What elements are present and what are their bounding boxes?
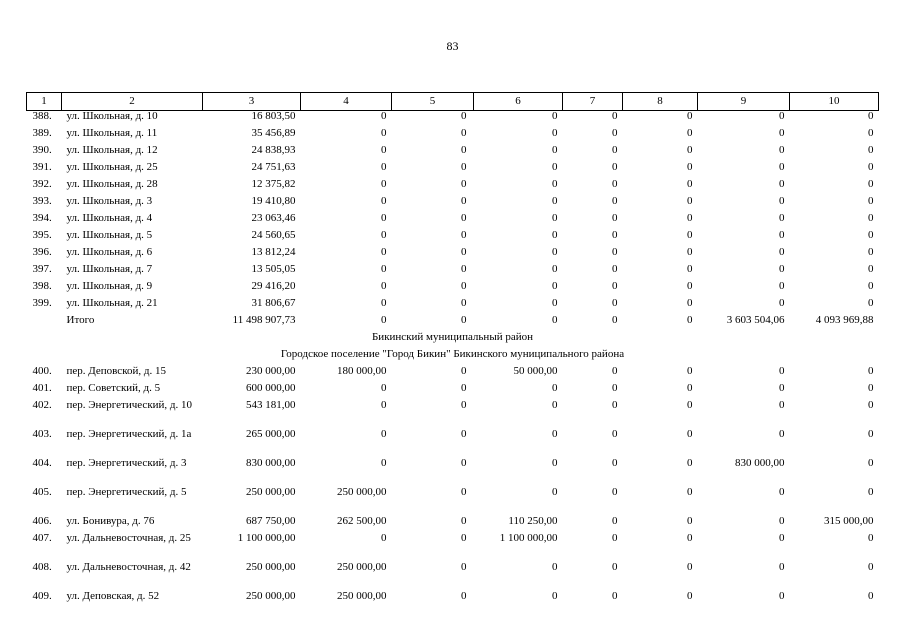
cell-col-9-value: 0 (779, 177, 785, 190)
cell-col-10-value: 0 (868, 126, 874, 139)
cell-col-8-value: 0 (687, 211, 693, 224)
cell-address: ул. Школьная, д. 3 (66, 194, 153, 207)
cell-col-7-value: 0 (612, 110, 618, 122)
cell-col-4-value: 0 (381, 194, 387, 207)
cell-col-9-value: 0 (779, 485, 785, 498)
cell-address: пер. Энергетический, д. 1а (66, 427, 192, 440)
cell-col-4-value: 0 (381, 245, 387, 258)
cell-col-8-value: 0 (687, 110, 693, 122)
cell-total-cost: 543 181,00 (246, 398, 296, 411)
cell-col-9-value: 0 (779, 160, 785, 173)
table-row (27, 298, 879, 315)
cell-col-6-value: 0 (552, 456, 558, 469)
cell-total-cost: 16 803,50 (251, 110, 296, 122)
cell-col-10-value: 0 (868, 110, 874, 122)
cell-col-5-value: 0 (461, 262, 467, 275)
section-row-district (27, 332, 879, 349)
cell-total-cost: 250 000,00 (246, 485, 296, 498)
cell-col-6-value: 0 (552, 143, 558, 156)
cell-col-7-value: 0 (612, 589, 618, 602)
cell-col-6-value: 110 250,00 (508, 514, 558, 527)
cell-col-9-value: 0 (779, 381, 785, 394)
cell-col-4-value: 0 (381, 228, 387, 241)
cell-col-8-value: 0 (687, 228, 693, 241)
cell-col-7-value: 0 (612, 296, 618, 309)
cell-col-7-value: 0 (612, 485, 618, 498)
cell-col-5-value: 0 (461, 211, 467, 224)
cell-col-10-value: 0 (868, 262, 874, 275)
cell-col-9-value: 0 (779, 514, 785, 527)
cell-col-8-value: 0 (687, 245, 693, 258)
table-row (27, 487, 879, 516)
cell-col-5-value: 0 (461, 143, 467, 156)
cell-col-6-value: 1 100 000,00 (499, 531, 558, 544)
header-col-4: 4 (301, 93, 392, 111)
header-col-7: 7 (563, 93, 623, 111)
cell-col-6-value: 50 000,00 (513, 364, 558, 377)
cell-col-8-value: 0 (687, 560, 693, 573)
cell-row-number: 391. (32, 160, 52, 173)
cell-row-number: 409. (32, 589, 52, 602)
cell-col-10-value: 0 (868, 211, 874, 224)
cell-col-5-value: 0 (461, 177, 467, 190)
cell-col-8-value: 0 (687, 262, 693, 275)
cell-col-6-value: 0 (552, 560, 558, 573)
header-col-8: 8 (623, 93, 698, 111)
table-body-upper (27, 111, 879, 332)
table-header (27, 93, 879, 111)
cell-col-6-value: 0 (552, 381, 558, 394)
cell-col-6-value: 0 (552, 313, 558, 326)
cell-address: ул. Школьная, д. 21 (66, 296, 158, 309)
table-row (27, 458, 879, 487)
cell-col-8-value: 0 (687, 194, 693, 207)
cell-col-9-value: 0 (779, 364, 785, 377)
cell-col-8-value: 0 (687, 381, 693, 394)
cell-row-number: 403. (32, 427, 52, 440)
cell-col-9-value: 0 (779, 245, 785, 258)
cell-col-7-value: 0 (612, 279, 618, 292)
cell-total-cost: 13 812,24 (251, 245, 296, 258)
cell-col-9-value: 0 (779, 531, 785, 544)
cell-total-cost: 687 750,00 (246, 514, 296, 527)
cell-total-cost: 35 456,89 (251, 126, 296, 139)
cell-col-10-value: 0 (868, 194, 874, 207)
cell-col-7-value: 0 (612, 143, 618, 156)
cell-col-8-value: 0 (687, 514, 693, 527)
cell-col-5-value: 0 (461, 313, 467, 326)
cell-col-9-value: 0 (779, 262, 785, 275)
cell-total-cost: 31 806,67 (251, 296, 296, 309)
cell-row-number: 399. (32, 296, 52, 309)
cell-col-10-value: 0 (868, 143, 874, 156)
cell-row-number: 401. (32, 381, 52, 394)
cell-address: ул. Школьная, д. 11 (66, 126, 158, 139)
cell-col-9-value: 830 000,00 (735, 456, 785, 469)
cell-address: ул. Школьная, д. 4 (66, 211, 153, 224)
cell-col-5-value: 0 (461, 485, 467, 498)
header-col-10: 10 (790, 93, 879, 111)
cell-row-number: 407. (32, 531, 52, 544)
cell-total-cost: 13 505,05 (251, 262, 296, 275)
cell-total-cost: 23 063,46 (251, 211, 296, 224)
cell-total-cost: 1 100 000,00 (237, 531, 296, 544)
cell-col-7-value: 0 (612, 560, 618, 573)
cell-col-6-value: 0 (552, 177, 558, 190)
table-row (27, 145, 879, 162)
cell-address: ул. Дальневосточная, д. 42 (66, 560, 191, 573)
cell-row-number: 396. (32, 245, 52, 258)
cell-address: ул. Школьная, д. 9 (66, 279, 153, 292)
cell-col-10-value: 0 (868, 531, 874, 544)
cell-col-10-value: 0 (868, 177, 874, 190)
cell-col-8-value: 0 (687, 485, 693, 498)
cell-row-number: 390. (32, 143, 52, 156)
cell-col-7-value: 0 (612, 177, 618, 190)
cell-total-cost: 24 560,65 (251, 228, 296, 241)
cell-col-4-value: 0 (381, 381, 387, 394)
cell-col-9-value: 0 (779, 398, 785, 411)
header-col-3: 3 (203, 93, 301, 111)
cell-col-7-value: 0 (612, 126, 618, 139)
cell-col-8-value: 0 (687, 160, 693, 173)
cell-total-cost: 230 000,00 (246, 364, 296, 377)
section-district-title: Бикинский муниципальный район (371, 330, 534, 343)
cell-address: пер. Энергетический, д. 3 (66, 456, 187, 469)
cell-col-7-value: 0 (612, 313, 618, 326)
cell-col-5-value: 0 (461, 279, 467, 292)
cell-col-10-value: 0 (868, 485, 874, 498)
cell-col-6-value: 0 (552, 262, 558, 275)
cell-col-7-value: 0 (612, 211, 618, 224)
cell-col-6-value: 0 (552, 296, 558, 309)
cell-col-5-value: 0 (461, 194, 467, 207)
cell-col-4-value: 0 (381, 262, 387, 275)
table-row (27, 383, 879, 400)
table-row (27, 128, 879, 145)
cell-row-number: 392. (32, 177, 52, 190)
cell-col-4-value: 0 (381, 398, 387, 411)
cell-address: пер. Энергетический, д. 10 (66, 398, 193, 411)
cell-col-6-value: 0 (552, 211, 558, 224)
cell-total-cost: 19 410,80 (251, 194, 296, 207)
cell-col-4-value: 0 (381, 211, 387, 224)
cell-col-6-value: 0 (552, 194, 558, 207)
cell-col-6-value: 0 (552, 427, 558, 440)
cell-col-9-value: 0 (779, 126, 785, 139)
cell-col-7-value: 0 (612, 427, 618, 440)
cell-col-6-value: 0 (552, 589, 558, 602)
cell-col-8-value: 0 (687, 296, 693, 309)
header-col-2: 2 (62, 93, 203, 111)
cell-total-cost: 265 000,00 (246, 427, 296, 440)
cell-col-6-value: 0 (552, 485, 558, 498)
table-row (27, 315, 879, 332)
cell-address: пер. Энергетический, д. 5 (66, 485, 187, 498)
cell-col-5-value: 0 (461, 245, 467, 258)
cell-col-7-value: 0 (612, 228, 618, 241)
cell-col-10-value: 0 (868, 296, 874, 309)
cell-col-10-value: 0 (868, 279, 874, 292)
cell-total-cost: 24 838,93 (251, 143, 296, 156)
cell-row-number: 405. (32, 485, 52, 498)
cell-col-9-value: 0 (779, 279, 785, 292)
cell-address: ул. Школьная, д. 7 (66, 262, 153, 275)
table-row (27, 162, 879, 179)
cell-col-10-value: 4 093 969,88 (815, 313, 874, 326)
cell-col-6-value: 0 (552, 110, 558, 122)
cell-col-5-value: 0 (461, 228, 467, 241)
cell-row-number: 404. (32, 456, 52, 469)
cell-row-number: 398. (32, 279, 52, 292)
cell-col-10-value: 0 (868, 228, 874, 241)
section-row-settlement (27, 349, 879, 366)
data-table (26, 92, 879, 608)
cell-address: ул. Дальневосточная, д. 25 (66, 531, 191, 544)
cell-col-6-value: 0 (552, 160, 558, 173)
page-number: 83 (446, 39, 459, 53)
cell-col-4-value: 0 (381, 279, 387, 292)
cell-col-10-value: 0 (868, 560, 874, 573)
cell-col-7-value: 0 (612, 531, 618, 544)
cell-address: ул. Бонивура, д. 76 (66, 514, 155, 527)
cell-col-4-value: 0 (381, 313, 387, 326)
cell-col-8-value: 0 (687, 313, 693, 326)
cell-col-9-value: 0 (779, 560, 785, 573)
cell-col-10-value: 0 (868, 589, 874, 602)
cell-col-7-value: 0 (612, 514, 618, 527)
cell-col-5-value: 0 (461, 514, 467, 527)
cell-col-5-value: 0 (461, 531, 467, 544)
cell-col-10-value: 0 (868, 245, 874, 258)
cell-col-7-value: 0 (612, 194, 618, 207)
cell-col-7-value: 0 (612, 245, 618, 258)
cell-col-8-value: 0 (687, 364, 693, 377)
section-settlement-title: Городское поселение "Город Бикин" Бикинского муниципального района (280, 347, 625, 360)
cell-col-5-value: 0 (461, 381, 467, 394)
table-row (27, 400, 879, 429)
cell-col-5-value: 0 (461, 560, 467, 573)
table-row (27, 591, 879, 608)
cell-row-number (27, 315, 62, 332)
cell-col-6-value: 0 (552, 228, 558, 241)
cell-col-6-value: 0 (552, 245, 558, 258)
cell-address: ул. Школьная, д. 25 (66, 160, 158, 173)
cell-col-8-value: 0 (687, 279, 693, 292)
cell-row-number: 402. (32, 398, 52, 411)
cell-col-5-value: 0 (461, 398, 467, 411)
cell-col-4-value: 180 000,00 (337, 364, 387, 377)
cell-row-number: 406. (32, 514, 52, 527)
cell-col-8-value: 0 (687, 126, 693, 139)
table-row (27, 196, 879, 213)
cell-col-8-value: 0 (687, 589, 693, 602)
cell-col-7-value: 0 (612, 364, 618, 377)
cell-total-cost: 29 416,20 (251, 279, 296, 292)
cell-col-4-value: 0 (381, 110, 387, 122)
cell-address: ул. Деповская, д. 52 (66, 589, 160, 602)
table-row (27, 264, 879, 281)
cell-col-7-value: 0 (612, 381, 618, 394)
cell-col-4-value: 250 000,00 (337, 560, 387, 573)
cell-col-4-value: 262 500,00 (337, 514, 387, 527)
cell-col-4-value: 250 000,00 (337, 589, 387, 602)
cell-col-5-value: 0 (461, 160, 467, 173)
cell-col-8-value: 0 (687, 177, 693, 190)
table-row (27, 213, 879, 230)
cell-col-5-value: 0 (461, 456, 467, 469)
cell-address: ул. Школьная, д. 6 (66, 245, 153, 258)
cell-total-cost: 11 498 907,73 (232, 313, 296, 326)
cell-col-10-value: 0 (868, 160, 874, 173)
cell-address: пер. Советский, д. 5 (66, 381, 161, 394)
cell-col-6-value: 0 (552, 398, 558, 411)
cell-col-9-value: 0 (779, 194, 785, 207)
cell-col-7-value: 0 (612, 456, 618, 469)
cell-col-4-value: 0 (381, 177, 387, 190)
cell-col-8-value: 0 (687, 427, 693, 440)
cell-row-number: 400. (32, 364, 52, 377)
cell-col-9-value: 0 (779, 110, 785, 122)
cell-col-6-value: 0 (552, 126, 558, 139)
cell-total-cost: 600 000,00 (246, 381, 296, 394)
cell-col-9-value: 0 (779, 296, 785, 309)
cell-col-9-value: 0 (779, 228, 785, 241)
cell-total-cost: 250 000,00 (246, 589, 296, 602)
cell-col-9-value: 0 (779, 589, 785, 602)
cell-total-cost: 830 000,00 (246, 456, 296, 469)
cell-col-9-value: 0 (779, 427, 785, 440)
cell-col-5-value: 0 (461, 296, 467, 309)
table-row (27, 247, 879, 264)
table-row (27, 179, 879, 196)
cell-col-7-value: 0 (612, 262, 618, 275)
section-headings (27, 332, 879, 366)
header-col-1: 1 (27, 93, 62, 111)
cell-col-4-value: 0 (381, 296, 387, 309)
cell-col-4-value: 250 000,00 (337, 485, 387, 498)
cell-col-10-value: 0 (868, 456, 874, 469)
cell-col-4-value: 0 (381, 160, 387, 173)
table-row (27, 533, 879, 562)
header-col-5: 5 (392, 93, 474, 111)
cell-col-4-value: 0 (381, 143, 387, 156)
table-row (27, 230, 879, 247)
cell-col-8-value: 0 (687, 398, 693, 411)
cell-col-6-value: 0 (552, 279, 558, 292)
cell-row-number: 395. (32, 228, 52, 241)
cell-total-cost: 12 375,82 (251, 177, 296, 190)
cell-total-cost: 250 000,00 (246, 560, 296, 573)
table-row (27, 366, 879, 383)
cell-row-number: 389. (32, 126, 52, 139)
cell-col-8-value: 0 (687, 531, 693, 544)
cell-row-number: 388. (32, 110, 52, 122)
cell-col-5-value: 0 (461, 589, 467, 602)
cell-col-9-value: 0 (779, 211, 785, 224)
header-col-9: 9 (698, 93, 790, 111)
table-row (27, 562, 879, 591)
cell-col-4-value: 0 (381, 531, 387, 544)
cell-col-4-value: 0 (381, 456, 387, 469)
cell-col-4-value: 0 (381, 126, 387, 139)
cell-col-10-value: 0 (868, 381, 874, 394)
table-body-lower (27, 366, 879, 608)
cell-address: ул. Школьная, д. 5 (66, 228, 153, 241)
cell-row-number: 394. (32, 211, 52, 224)
table-row (27, 516, 879, 533)
table-row (27, 281, 879, 298)
cell-col-8-value: 0 (687, 456, 693, 469)
cell-address: ул. Школьная, д. 12 (66, 143, 158, 156)
cell-row-number: 393. (32, 194, 52, 207)
cell-col-8-value: 0 (687, 143, 693, 156)
cell-col-5-value: 0 (461, 110, 467, 122)
cell-col-5-value: 0 (461, 126, 467, 139)
cell-col-10-value: 0 (868, 398, 874, 411)
cell-col-7-value: 0 (612, 398, 618, 411)
cell-col-9-value: 3 603 504,06 (726, 313, 785, 326)
cell-total-cost: 24 751,63 (251, 160, 296, 173)
cell-address: пер. Деповской, д. 15 (66, 364, 166, 377)
table-row (27, 111, 879, 128)
cell-address: Итого (66, 313, 95, 326)
cell-row-number: 408. (32, 560, 52, 573)
header-row (27, 93, 879, 111)
cell-row-number: 397. (32, 262, 52, 275)
cell-col-5-value: 0 (461, 364, 467, 377)
header-col-6: 6 (474, 93, 563, 111)
cell-address: ул. Школьная, д. 10 (66, 110, 158, 122)
cell-col-7-value: 0 (612, 160, 618, 173)
cell-col-10-value: 315 000,00 (824, 514, 874, 527)
cell-col-9-value: 0 (779, 143, 785, 156)
cell-address: ул. Школьная, д. 28 (66, 177, 158, 190)
cell-col-10-value: 0 (868, 364, 874, 377)
cell-col-4-value: 0 (381, 427, 387, 440)
table-row (27, 429, 879, 458)
cell-col-5-value: 0 (461, 427, 467, 440)
cell-col-10-value: 0 (868, 427, 874, 440)
